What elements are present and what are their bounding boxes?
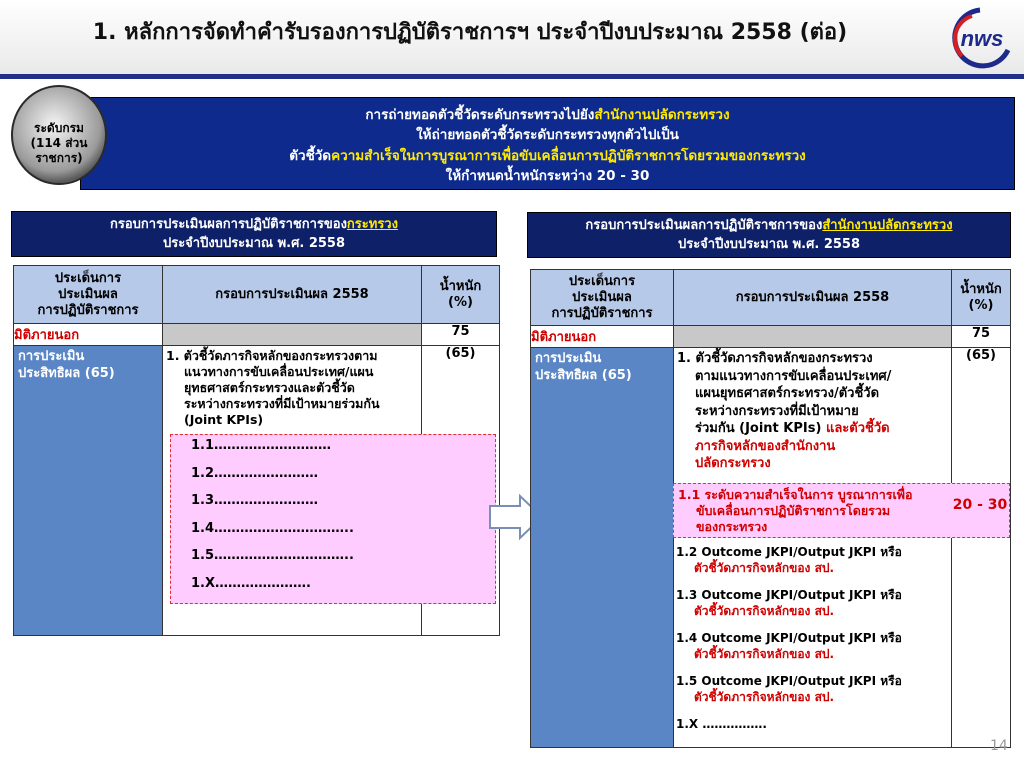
kpi-item: 1.1……………………… [191,438,332,453]
weight-75: 75 [422,324,500,346]
ministry-kpi-list [170,434,496,604]
col-header-issue: ประเด็นการ ประเมินผล การปฏิบัติราชการ [14,266,163,324]
row-effectiveness: การประเมิน ประสิทธิผล (65) [531,348,674,748]
page-number: 14 [990,738,1008,754]
level-badge-text: ระดับกรม (114 ส่วน ราชการ) [30,121,88,165]
joint-kpi-cell: 1. ตัวชี้วัดภารกิจหลักของกระทรวงตาม แนวทางการขับเคลื่อนประเทศ/แผน ยุทธศาสตร์กระทรวงและตัวชี้วัด ระหว่างกระทรวงที่มีเป้าหมายร่วมกัน (Joint KPIs) [163,346,422,636]
kpi-item: 1.2…………………… [191,466,319,481]
outcome-item: 1.3 Outcome JKPI/Output JKPI หรือ ตัวชี้วัดภารกิจหลักของ สป. [676,588,902,618]
weight-65: (65) [952,348,1011,748]
row-external-dimension: มิติภายนอก [14,324,163,346]
col-header-weight: น้ำหนัก (%) [422,266,500,324]
row-effectiveness: การประเมิน ประสิทธิผล (65) [14,346,163,636]
row-external-dimension: มิติภายนอก [531,326,674,348]
title-underline [0,74,1024,79]
banner-line-4: ให้กำหนดน้ำหนักระหว่าง 20 - 30 [445,168,650,184]
outcome-item: 1.2 Outcome JKPI/Output JKPI หรือ ตัวชี้วัดภารกิจหลักของ สป. [676,545,902,575]
outcome-list [676,544,952,732]
outcome-item: 1.4 Outcome JKPI/Output JKPI หรือ ตัวชี้วัดภารกิจหลักของ สป. [676,631,902,661]
col-header-framework: กรอบการประเมินผล 2558 [674,270,952,326]
logo-text: nws [960,26,1004,51]
psd-framework-header: กรอบการประเมินผลการปฏิบัติราชการของสำนักงานปลัดกระทรวง ประจำปีงบประมาณ พ.ศ. 2558 [527,212,1011,258]
outcome-item: 1.5 Outcome JKPI/Output JKPI หรือ ตัวชี้วัดภารกิจหลักของ สป. [676,674,902,704]
outcome-item-last: 1.X ……………. [676,717,767,731]
integration-kpi-highlight [673,483,1010,538]
kpi-item: 1.5………………………….. [191,548,354,563]
slide-title: 1. หลักการจัดทำคำรับรองการปฏิบัติราชการฯ ประจำปีงบประมาณ 2558 (ต่อ) [92,20,848,45]
integration-kpi-text: 1.1 ระดับความสำเร็จในการ บูรณาการเพื่อ ขับเคลื่อนการปฏิบัติราชการโดยรวม ของกระทรวง [678,487,913,534]
banner-line-1: การถ่ายทอดตัวชี้วัดระดับกระทรวงไปยังสำนักงานปลัดกระทรวง [365,107,730,123]
empty-cell [674,326,952,348]
kpi-item: 1.3…………………… [191,493,319,508]
weight-75: 75 [952,326,1011,348]
banner-line-3: ตัวชี้วัดความสำเร็จในการบูรณาการเพื่อขับเคลื่อนการปฏิบัติราชการโดยรวมของกระทรวง [289,148,806,164]
banner-line-2: ให้ถ่ายทอดตัวชี้วัดระดับกระทรวงทุกตัวไปเป็น [416,127,679,143]
nws-logo [942,6,1018,70]
col-header-issue: ประเด็นการ ประเมินผล การปฏิบัติราชการ [531,270,674,326]
kpi-item: 1.X…………………. [191,576,311,591]
col-header-weight: น้ำหนัก (%) [952,270,1011,326]
info-banner [80,97,1015,190]
integration-kpi-weight: 20 - 30 [952,497,1008,513]
empty-cell [163,324,422,346]
ministry-framework-header: กรอบการประเมินผลการปฏิบัติราชการของกระทรวง ประจำปีงบประมาณ พ.ศ. 2558 [11,211,497,257]
col-header-framework: กรอบการประเมินผล 2558 [163,266,422,324]
psd-kpi-cell: 1. ตัวชี้วัดภารกิจหลักของกระทรวง ตามแนวทางการขับเคลื่อนประเทศ/ แผนยุทธศาสตร์กระทรวง/ตัวชี้วัด ระหว่างกระทรวงที่มีเป้าหมาย ร่วมกัน (Joint KPIs) และตัวชี้วัด ภารกิจหลักของสำนักงาน ปลัดกระทรวง [674,348,952,748]
weight-65: (65) [422,346,500,636]
kpi-item: 1.4………………………….. [191,521,354,536]
